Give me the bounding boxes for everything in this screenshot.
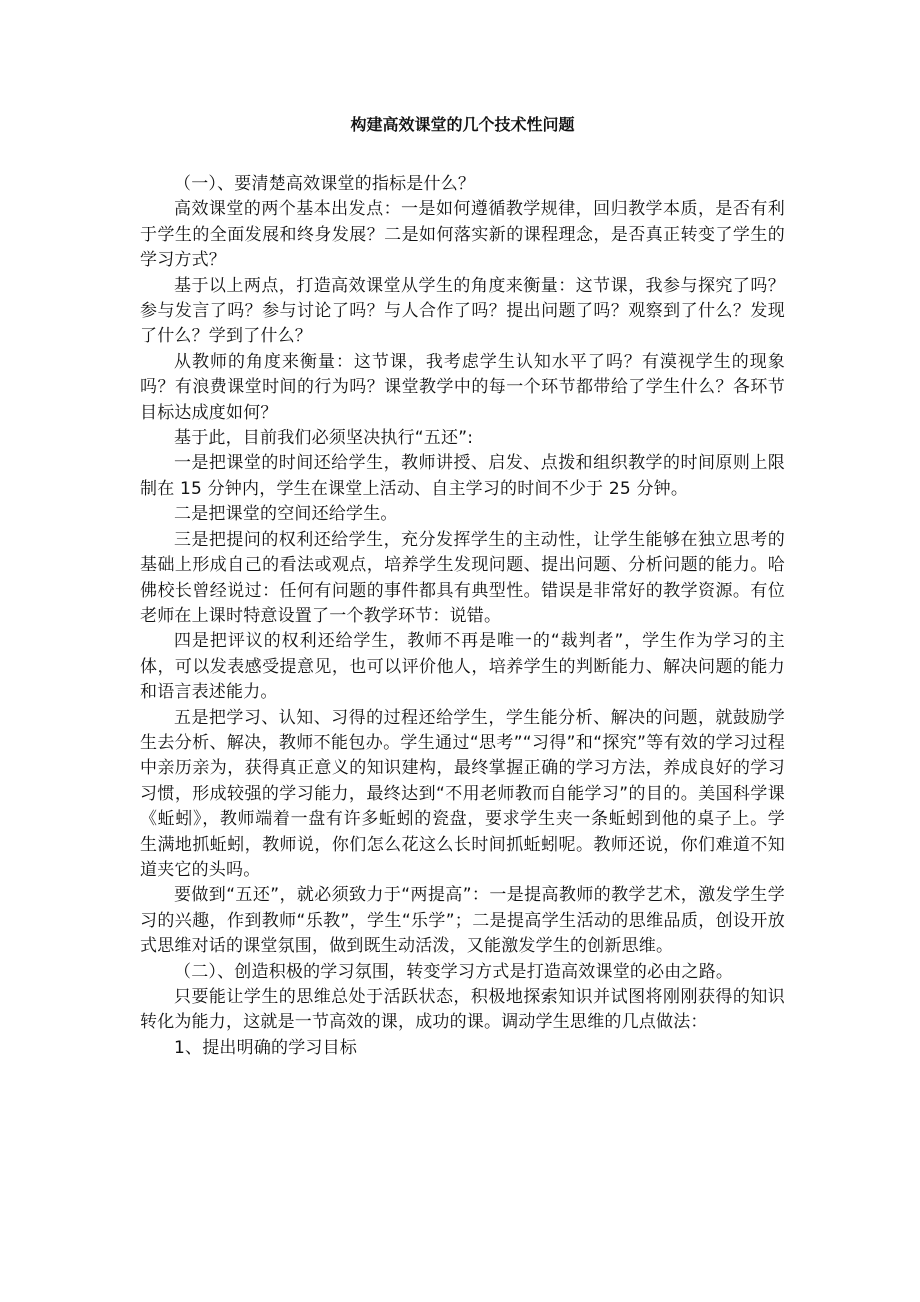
paragraph: 五是把学习、认知、习得的过程还给学生，学生能分析、解决的问题，就鼓励学生去分析、解决，教师不能包办。学生通过“思考”“习得”和“探究”等有效的学习过程中亲历亲为，获得真正意义的知识建构，最终掌握正确的学习方法，养成良好的学习习惯，形成较强的学习能力，最终达到“不用老师教而自能学习”的目的。美国科学课《蚯蚓》，教师端着一盘有许多蚯蚓的瓷盘，要求学生夹一条蚯蚓到他的桌子上。学生满地抓蚯蚓，教师说，你们怎么花这么长时间抓蚯蚓呢。教师还说，你们难道不知道夹它的头吗。 — [140, 707, 785, 880]
paragraph: 二是把课堂的空间还给学生。 — [174, 504, 398, 525]
paragraph: 四是把评议的权利还给学生，教师不再是唯一的“裁判者”，学生作为学习的主体，可以发表感受提意见，也可以评价他人，培养学生的判断能力、解决问题的能力和语言表述能力。 — [140, 631, 785, 703]
paragraph: 基于此，目前我们必须坚决执行“五还”: — [174, 428, 474, 449]
document-title: 构建高效课堂的几个技术性问题 — [350, 115, 575, 134]
paragraph: 三是把提问的权利还给学生，充分发挥学生的主动性，让学生能够在独立思考的基础上形成自己的看法或观点，培养学生发现问题、提出问题、分析问题的能力。哈佛校长曾经说过：任何有问题的事件都具有典型性。错误是非常好的教学资源。有位老师在上课时特意设置了一个教学环节：说错。 — [140, 529, 785, 626]
paragraph: 一是把课堂的时间还给学生，教师讲授、启发、点拨和组织教学的时间原则上限制在 15 分钟内，学生在课堂上活动、自主学习的时间不少于 25 分钟。 — [140, 453, 785, 499]
paragraph: 从教师的角度来衡量：这节课，我考虑学生认知水平了吗？有漠视学生的现象吗？有浪费课堂时间的行为吗？课堂教学中的每一个环节都带给了学生什么？各环节目标达成度如何？ — [140, 351, 785, 423]
paragraph: 要做到“五还”，就必须致力于“两提高”：一是提高教师的教学艺术，激发学生学习的兴趣，作到教师“乐教”，学生“乐学”；二是提高学生活动的思维品质，创设开放式思维对话的课堂氛围，做到既生动活泼，又能激发学生的创新思维。 — [140, 885, 785, 957]
section-heading-1: （一）、要清楚高效课堂的指标是什么？ — [174, 174, 476, 194]
paragraph: 只要能让学生的思维总处于活跃状态，积极地探索知识并试图将刚刚获得的知识转化为能力，这就是一节高效的课，成功的课。调动学生思维的几点做法： — [140, 987, 785, 1033]
list-item: 1、提出明确的学习目标 — [174, 1037, 358, 1058]
document-body — [140, 172, 785, 1061]
document-page — [140, 112, 785, 1061]
paragraph: 高效课堂的两个基本出发点：一是如何遵循教学规律，回归教学本质，是否有利于学生的全面发展和终身发展？二是如何落实新的课程理念，是否真正转变了学生的学习方式？ — [140, 199, 785, 271]
section-heading-2: （二）、创造积极的学习氛围，转变学习方式是打造高效课堂的必由之路。 — [174, 961, 734, 982]
paragraph: 基于以上两点，打造高效课堂从学生的角度来衡量：这节课，我参与探究了吗？参与发言了吗？参与讨论了吗？与人合作了吗？提出问题了吗？观察到了什么？发现了什么？学到了什么？ — [140, 275, 785, 347]
